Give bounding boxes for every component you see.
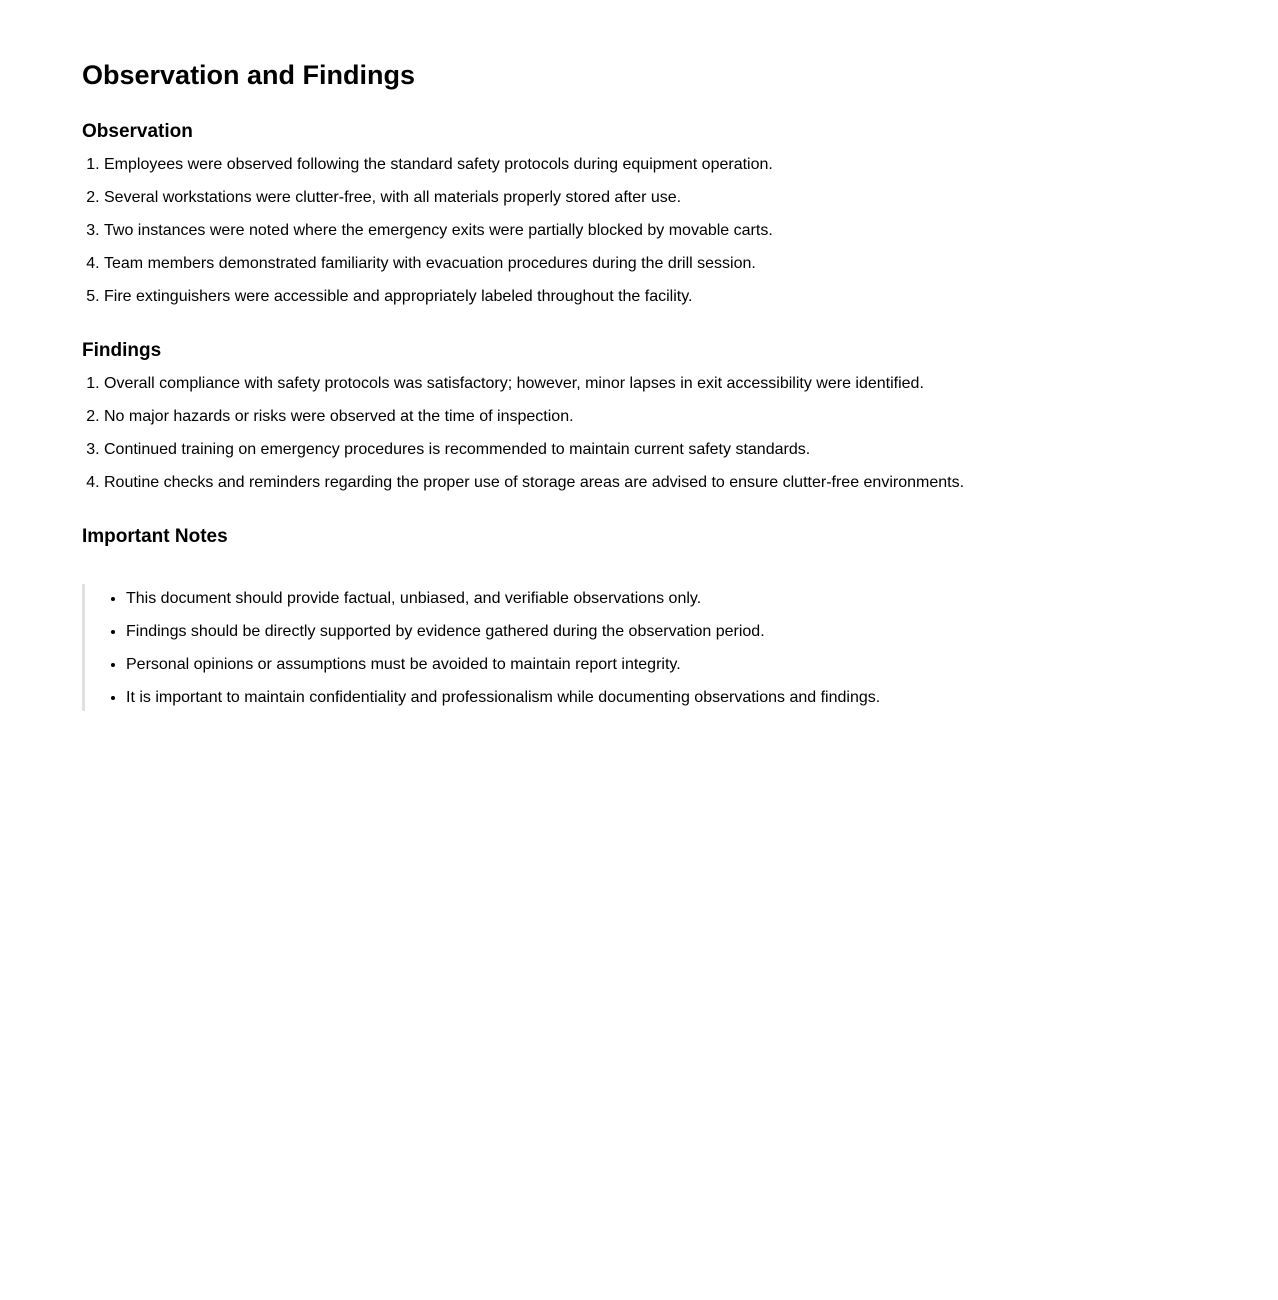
findings-item: 1. Overall compliance with safety protocols was satisfactory; however, minor lapses in exit accessibility were identified. (104, 375, 1278, 393)
observation-item: 3. Two instances were noted where the emergency exits were partially blocked by movable carts. (104, 222, 1278, 240)
important-notes-blockquote (82, 584, 1085, 711)
findings-item: 4. Routine checks and reminders regarding the proper use of storage areas are advised to ensure clutter-free environments. (104, 474, 1278, 492)
observation-item: 1. Employees were observed following the standard safety protocols during equipment operation. (104, 156, 1278, 174)
observation-item: 5. Fire extinguishers were accessible and appropriately labeled throughout the facility. (104, 288, 1278, 306)
observation-item: 4. Team members demonstrated familiarity with evacuation procedures during the drill session. (104, 255, 1278, 273)
page-title: Observation and Findings (82, 60, 416, 90)
note-item: • This document should provide factual, unbiased, and verifiable observations only. (126, 590, 1085, 608)
important-notes-heading: Important Notes (82, 526, 228, 547)
findings-list (82, 375, 1278, 492)
findings-item: 3. Continued training on emergency procedures is recommended to maintain current safety standards. (104, 441, 1278, 459)
note-item: • Findings should be directly supported by evidence gathered during the observation period. (126, 623, 1085, 641)
note-item: • Personal opinions or assumptions must be avoided to maintain report integrity. (126, 656, 1085, 674)
important-notes-list (85, 590, 1085, 707)
findings-item: 2. No major hazards or risks were observed at the time of inspection. (104, 408, 1278, 426)
note-item: • It is important to maintain confidentiality and professionalism while documenting observations and findings. (126, 689, 1085, 707)
observation-heading: Observation (82, 121, 193, 142)
findings-heading: Findings (82, 340, 162, 361)
observation-list (82, 156, 1278, 306)
observation-item: 2. Several workstations were clutter-free, with all materials properly stored after use. (104, 189, 1278, 207)
